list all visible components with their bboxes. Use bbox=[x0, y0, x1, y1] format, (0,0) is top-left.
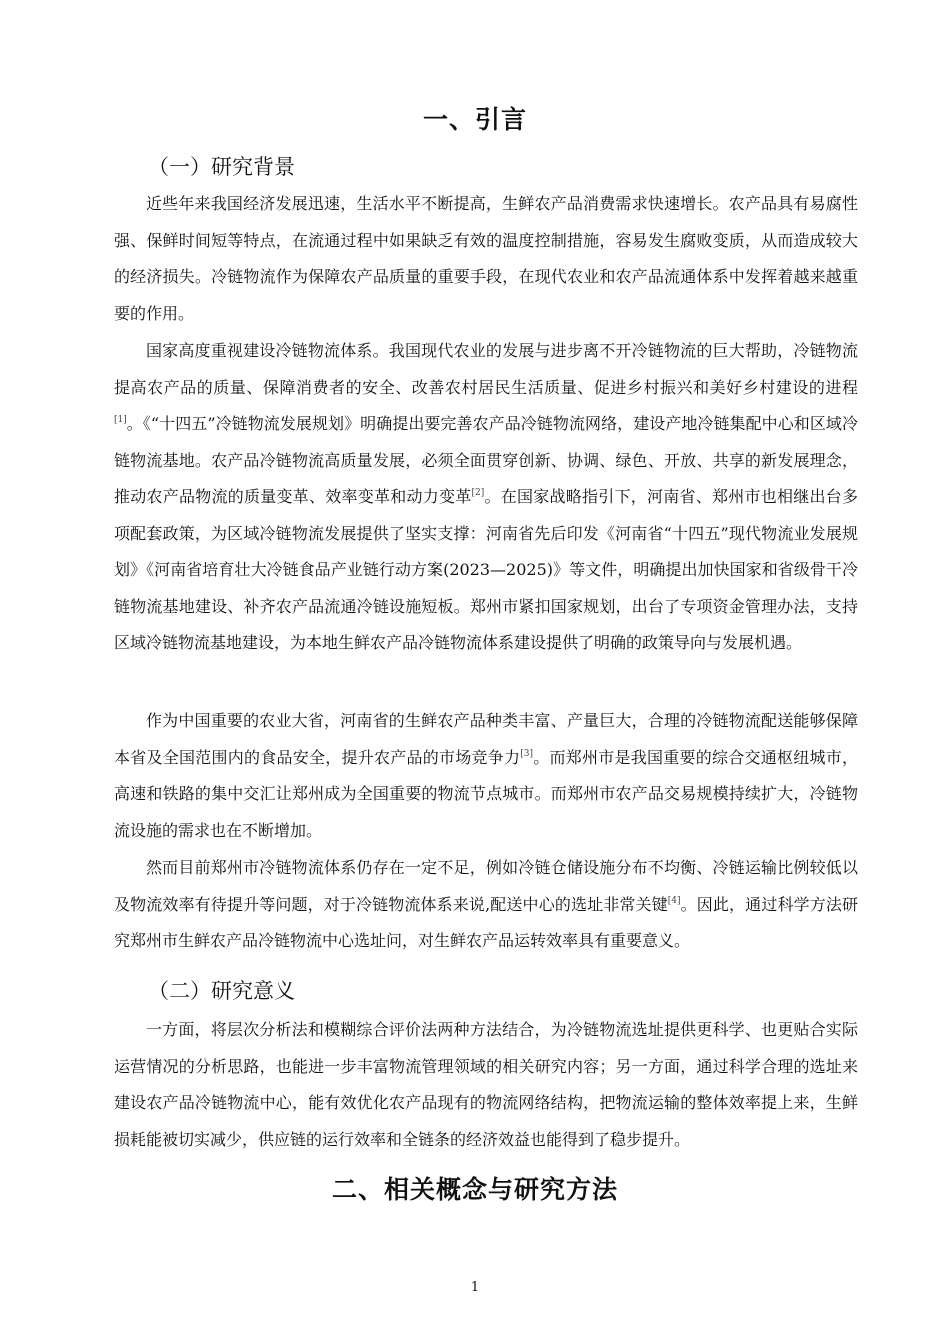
paragraph-background-2 bbox=[114, 333, 858, 662]
paragraph-background-3 bbox=[114, 703, 858, 849]
citation-ref: [2] bbox=[471, 488, 485, 498]
section-title-significance: （二）研究意义 bbox=[148, 979, 295, 1003]
text-segment: 。而郑州市是我国重要的综合交通枢纽城市，高速和铁路的集中交汇让郑州成为全国重要的物流节点城市。而郑州市农产品交易规模持续扩大，冷链物流设施的需求也在不断增加。 bbox=[114, 747, 858, 840]
citation-ref: [3] bbox=[520, 748, 533, 759]
text-segment: 。在国家战略指引下，河南省、郑州市也相继出台多项配套政策，为区域冷链物流发展提供了坚实支撑：河南省先后印发《河南省“十四五”现代物流业发展规划》《河南省培育壮大冷链食品产业链行动方案(2023—2025)》等文件，明确提出加快国家和省级骨干冷链物流基地建设、补齐农产品流通冷链设施短板。郑州市紧扣国家规划，出台了专项资金管理办法，支持区域冷链物流基地建设，为本地生鲜农产品冷链物流体系建设提供了明确的政策导向与发展机遇。 bbox=[114, 487, 858, 652]
citation-ref: [1] bbox=[114, 415, 127, 425]
text-segment: 然而目前郑州市冷链物流体系仍存在一定不足，例如冷链仓储设施分布不均衡、冷链运输比例较低以及物流效率有待提升等问题，对于冷链物流体系来说,配送中心的选址非常关键 bbox=[114, 858, 858, 914]
chapter-title-introduction: 一、引言 bbox=[422, 105, 527, 134]
paragraph-background-4 bbox=[114, 850, 858, 960]
section-title-background: （一）研究背景 bbox=[148, 155, 295, 179]
chapter-title-concepts-methods: 二、相关概念与研究方法 bbox=[331, 1175, 618, 1204]
citation-ref: [4] bbox=[667, 895, 681, 906]
text-segment: 作为中国重要的农业大省，河南省的生鲜农产品种类丰富、产量巨大，合理的冷链物流配送能够保障本省及全国范围内的食品安全，提升农产品的市场竞争力 bbox=[114, 711, 858, 767]
text-segment: 。因此，通过科学方法研究郑州市生鲜农产品冷链物流中心选址问，对生鲜农产品运转效率具有重要意义。 bbox=[114, 894, 858, 950]
page-number: 1 bbox=[470, 1280, 480, 1295]
paragraph-background-1: 近些年来我国经济发展迅速，生活水平不断提高，生鲜农产品消费需求快速增长。农产品具有易腐性强、保鲜时间短等特点，在流通过程中如果缺乏有效的温度控制措施，容易发生腐败变质，从而造成较大的经济损失。冷链物流作为保障农产品质量的重要手段，在现代农业和农产品流通体系中发挥着越来越重要的作用。 bbox=[114, 194, 858, 323]
paragraph-significance: 一方面，将层次分析法和模糊综合评价法两种方法结合，为冷链物流选址提供更科学、也更贴合实际运营情况的分析思路，也能进一步丰富物流管理领域的相关研究内容；另一方面，通过科学合理的选址来建设农产品冷链物流中心，能有效优化农产品现有的物流网络结构，把物流运输的整体效率提上来，生鲜损耗能被切实减少，供应链的运行效率和全链条的经济效益也能得到了稳步提升。 bbox=[114, 1020, 858, 1149]
text-segment: 。《“十四五”冷链物流发展规划》明确提出要完善农产品冷链物流网络，建设产地冷链集配中心和区域冷链物流基地。农产品冷链物流高质量发展，必须全面贯穿创新、协调、绿色、开放、共享的新发展理念，推动农产品物流的质量变革、效率变革和动力变革 bbox=[114, 414, 858, 506]
text-segment: 国家高度重视建设冷链物流体系。我国现代农业的发展与进步离不开冷链物流的巨大帮助，冷链物流提高农产品的质量、保障消费者的安全、改善农村居民生活质量、促进乡村振兴和美好乡村建设的进程 bbox=[114, 341, 858, 397]
